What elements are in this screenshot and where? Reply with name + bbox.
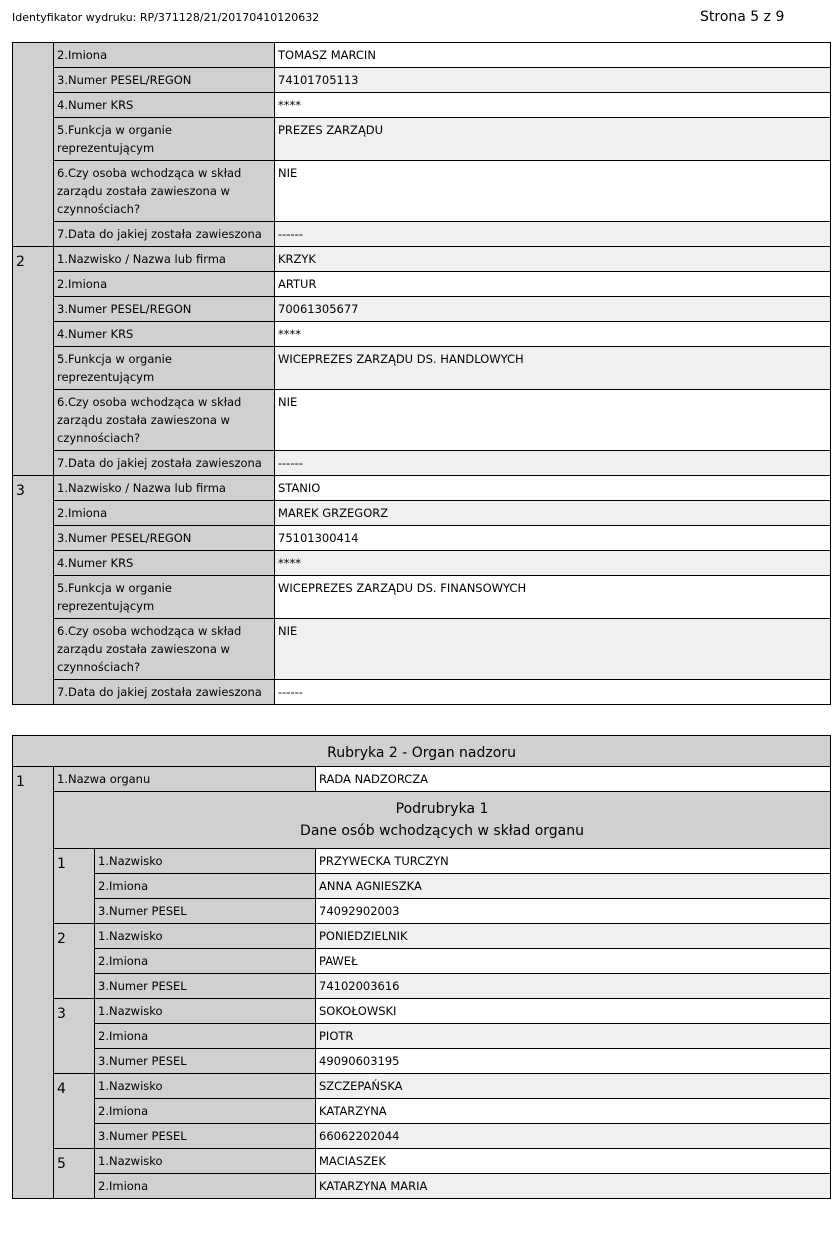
field-value: KATARZYNA	[316, 1099, 831, 1124]
field-label: 6.Czy osoba wchodząca w skład zarządu została zawieszona w czynnościach?	[54, 161, 275, 222]
field-label: 2.Imiona	[95, 1174, 316, 1199]
field-label: 3.Numer PESEL	[95, 1049, 316, 1074]
field-label: 3.Numer PESEL	[95, 899, 316, 924]
field-value: PONIEDZIELNIK	[316, 924, 831, 949]
field-value: 66062202044	[316, 1124, 831, 1149]
print-identifier: Identyfikator wydruku: RP/371128/21/20170410120632	[12, 11, 320, 24]
field-value: NIE	[275, 390, 831, 451]
field-label: 5.Funkcja w organie reprezentującym	[54, 118, 275, 161]
organ-name-label: 1.Nazwa organu	[54, 767, 316, 792]
field-label: 3.Numer PESEL	[95, 1124, 316, 1149]
field-value: WICEPREZES ZARZĄDU DS. FINANSOWYCH	[275, 576, 831, 619]
field-value: PREZES ZARZĄDU	[275, 118, 831, 161]
field-label: 5.Funkcja w organie reprezentującym	[54, 576, 275, 619]
field-value: PAWEŁ	[316, 949, 831, 974]
supervisory-board-table	[12, 735, 831, 1199]
organ-index: 1	[13, 767, 54, 1199]
subsection-subtitle: Dane osób wchodzących w skład organu	[300, 823, 584, 839]
member-index: 3	[54, 999, 95, 1074]
field-label: 2.Imiona	[95, 1024, 316, 1049]
field-value: MACIASZEK	[316, 1149, 831, 1174]
field-label: 3.Numer PESEL/REGON	[54, 526, 275, 551]
field-label: 3.Numer PESEL/REGON	[54, 297, 275, 322]
subsection-header	[54, 792, 831, 849]
field-label: 2.Imiona	[95, 1099, 316, 1124]
field-value: KATARZYNA MARIA	[316, 1174, 831, 1199]
subsection-title: Podrubryka 1	[395, 801, 489, 817]
field-value: 70061305677	[275, 297, 831, 322]
row-index-cell	[13, 43, 54, 247]
field-label: 1.Nazwisko	[95, 999, 316, 1024]
field-value: SOKOŁOWSKI	[316, 999, 831, 1024]
field-value: 74102003616	[316, 974, 831, 999]
field-value: TOMASZ MARCIN	[275, 43, 831, 68]
field-value: ANNA AGNIESZKA	[316, 874, 831, 899]
field-label: 4.Numer KRS	[54, 551, 275, 576]
person-index: 3	[13, 476, 54, 705]
board-members-table	[12, 42, 831, 705]
person-index: 2	[13, 247, 54, 476]
field-value: ****	[275, 322, 831, 347]
field-value: 49090603195	[316, 1049, 831, 1074]
field-value: ------	[275, 222, 831, 247]
field-value: WICEPREZES ZARZĄDU DS. HANDLOWYCH	[275, 347, 831, 390]
field-value: KRZYK	[275, 247, 831, 272]
field-label: 5.Funkcja w organie reprezentującym	[54, 347, 275, 390]
field-value: SZCZEPAŃSKA	[316, 1074, 831, 1099]
organ-name-value: RADA NADZORCZA	[316, 767, 831, 792]
field-value: NIE	[275, 619, 831, 680]
field-label: 2.Imiona	[54, 43, 275, 68]
field-label: 1.Nazwisko	[95, 924, 316, 949]
member-index: 5	[54, 1149, 95, 1199]
field-value: ****	[275, 551, 831, 576]
field-value: MAREK GRZEGORZ	[275, 501, 831, 526]
field-label: 1.Nazwisko / Nazwa lub firma	[54, 476, 275, 501]
field-label: 3.Numer PESEL/REGON	[54, 68, 275, 93]
field-value: 74101705113	[275, 68, 831, 93]
field-label: 1.Nazwisko	[95, 1074, 316, 1099]
member-index: 2	[54, 924, 95, 999]
section-title: Rubryka 2 - Organ nadzoru	[13, 736, 831, 767]
field-label: 2.Imiona	[95, 949, 316, 974]
field-label: 2.Imiona	[54, 501, 275, 526]
page-number: Strona 5 z 9	[700, 9, 785, 25]
field-value: 75101300414	[275, 526, 831, 551]
field-value: 74092902003	[316, 899, 831, 924]
field-label: 3.Numer PESEL	[95, 974, 316, 999]
field-value: ------	[275, 680, 831, 705]
field-label: 2.Imiona	[95, 874, 316, 899]
field-value: ARTUR	[275, 272, 831, 297]
field-label: 6.Czy osoba wchodząca w skład zarządu została zawieszona w czynnościach?	[54, 390, 275, 451]
member-index: 4	[54, 1074, 95, 1149]
field-label: 1.Nazwisko	[95, 1149, 316, 1174]
field-value: ------	[275, 451, 831, 476]
field-label: 2.Imiona	[54, 272, 275, 297]
field-label: 1.Nazwisko / Nazwa lub firma	[54, 247, 275, 272]
member-index: 1	[54, 849, 95, 924]
field-label: 4.Numer KRS	[54, 322, 275, 347]
field-label: 1.Nazwisko	[95, 849, 316, 874]
field-value: STANIO	[275, 476, 831, 501]
field-label: 6.Czy osoba wchodząca w skład zarządu została zawieszona w czynnościach?	[54, 619, 275, 680]
field-value: NIE	[275, 161, 831, 222]
field-label: 7.Data do jakiej została zawieszona	[54, 222, 275, 247]
field-value: PIOTR	[316, 1024, 831, 1049]
field-label: 4.Numer KRS	[54, 93, 275, 118]
field-value: ****	[275, 93, 831, 118]
field-label: 7.Data do jakiej została zawieszona	[54, 451, 275, 476]
field-value: PRZYWECKA TURCZYN	[316, 849, 831, 874]
field-label: 7.Data do jakiej została zawieszona	[54, 680, 275, 705]
